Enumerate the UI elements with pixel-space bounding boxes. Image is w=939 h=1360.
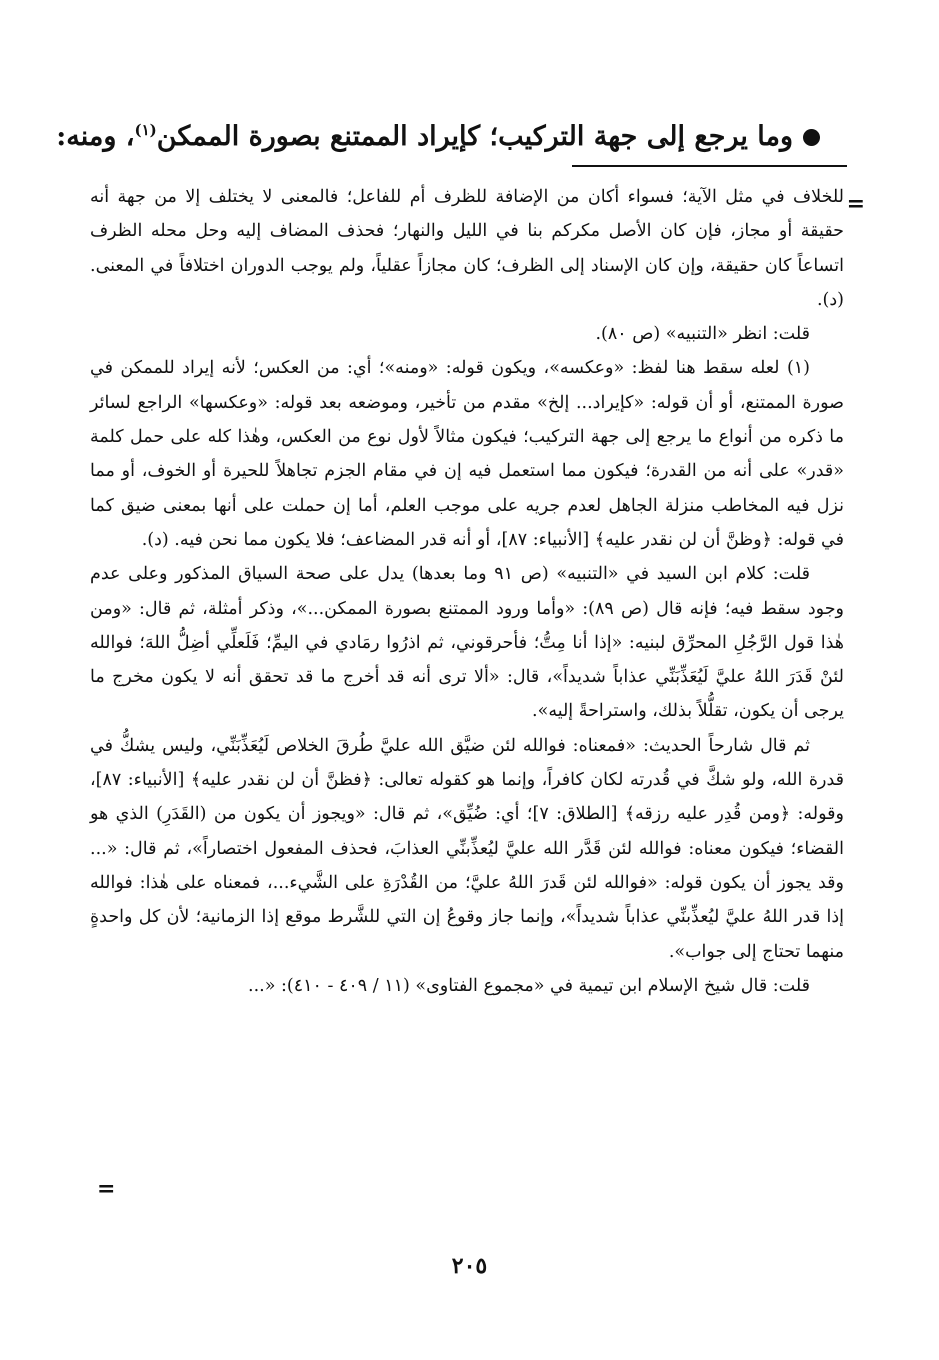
footnote-separator-line — [572, 165, 847, 167]
page-number: ٢٠٥ — [451, 1253, 488, 1279]
hadith-commentary-paragraph: ثم قال شارحاً الحديث: «فمعناه: فوالله لئن ضيَّق الله عليَّ طُرقَ الخلاص لَيُعَذِّبَنِّي، وليس يشكُّ في قدرة الله، ولو شكَّ في قُدرته لكان كافراً، وإنما هو كقوله تعالى: ﴿فظنَّ أن لن نقدر عليه﴾ [الأنبياء: ٨٧]، وقوله: ﴿ومن قُدِر عليه رزقه﴾ [الطلاق: ٧]؛ أي: ضُيِّق»، ثم قال: «ويجوز أن يكون من (القَدَرِ) الذي هو القضاء؛ فيكون معناه: فوالله لئن قَدَّر الله عليَّ ليُعذِّبنِّي العذابَ، فحذف المفعول اختصاراً»، ثم قال: «... وقد يجوز أن يكون قوله: «فوالله لئن قَدرَ اللهُ عليَّ؛ من القُدْرَةِ على الشَّيء...، فمعناه على هٰذا: فوالله إذا قدر اللهُ عليَّ ليُعذِّبنِّي عذاباً شديداً»، وإنما جاز وقوعُ إن التي للشَّرط موقع إذا الزمانية؛ لأن كل واحدةٍ منهما تحتاج إلى جواب». — [90, 735, 844, 962]
bullet-icon — [803, 129, 820, 146]
footnote-continuation-paragraph: للخلاف في مثل الآية؛ فسواء أكان من الإضافة للظرف أم للفاعل؛ فالمعنى لا يختلف إلا من جهة أنه حقيقة أو مجاز، فإن كان الأصل مكركم بنا في الليل والنهار؛ فحذف المضاف إليه وحل محله الظرف اتساعاً كان حقيقة، وإن كان الإسناد إلى الظرف؛ كان مجازاً عقلياً، ولم يوجب الدوران اختلافاً في المعنى. (د). — [90, 187, 844, 310]
footnote-reference: (١) — [134, 121, 157, 139]
footnotes-body — [90, 180, 844, 1003]
heading-tail: ، ومنه: — [56, 121, 135, 152]
heading-text: وما يرجع إلى جهة التركيب؛ كإيراد الممتنع بصورة الممكن — [156, 121, 793, 152]
editor-note-ibn-sayyid: قلت: كلام ابن السيد في «التنبيه» (ص ٩١ وما بعدها) يدل على صحة السياق المذكور وعلى عدم وجود سقط فيه؛ فإنه قال (ص ٨٩): «وأما ورود الممتنع بصورة الممكن...»، وذكر أمثلة، ثم قال: «ومن هٰذا قول الرَّجُلِ المحرِّق لبنيه: «إذا أنا مِتُّ؛ فأحرقوني، ثم اذرُوا رمَادي في اليمِّ؛ فَلَعلِّي أضِلُّ اللهَ؛ فوالله لئنْ قَدَرَ اللهُ عليَّ لَيُعَذِّبَنِّي عذاباً شديداً»، قال: «ألا ترى أنه قد أخرج ما قد تحقق أنه لا يكون مخرج ما يرجى أن يكون، تقلُّلاً بذلك، واستراحةً إليه». — [90, 564, 844, 722]
section-heading — [56, 110, 820, 157]
editor-note-tanbih: قلت: انظر «التنبيه» (ص ٨٠). — [595, 324, 810, 345]
continuation-mark-end: = — [97, 1176, 116, 1202]
footnote-1-paragraph: (١) لعله سقط هنا لفظ: «وعكسه»، ويكون قوله: «ومنه»؛ أي: من العكس؛ لأنه إيراد للممكن في صورة الممتنع، أو أن قوله: «كإيراد... إلخ» مقدم من تأخير، وموضعه بعد قوله: «وعكسها» الراجع لسائر ما ذكره من أنواع ما يرجع إلى جهة التركيب؛ فيكون مثالاً لأول نوع من العكس، وهٰذا كله على حمل كلمة «قدر» على أنه من القدرة؛ فيكون مما استعمل فيه إن في مقام الجزم تجاهلاً للحيرة أو الخوف، أو مما نزل فيه المخاطب منزلة الجاهل لعدم جريه على موجب العلم، أما إن حملت على أنها بمعنى ضيق كما في قوله: ﴿وظنَّ أن لن نقدر عليه﴾ [الأنبياء: ٨٧]، أو أنه قدر المضاعف؛ فلا يكون مما نحن فيه. (د). — [90, 358, 844, 550]
continuation-mark-start: = — [846, 191, 865, 217]
editor-note-ibn-taymiyya: قلت: قال شيخ الإسلام ابن تيمية في «مجموع الفتاوى» (١١ / ٤٠٩ - ٤١٠): «... — [248, 975, 810, 996]
